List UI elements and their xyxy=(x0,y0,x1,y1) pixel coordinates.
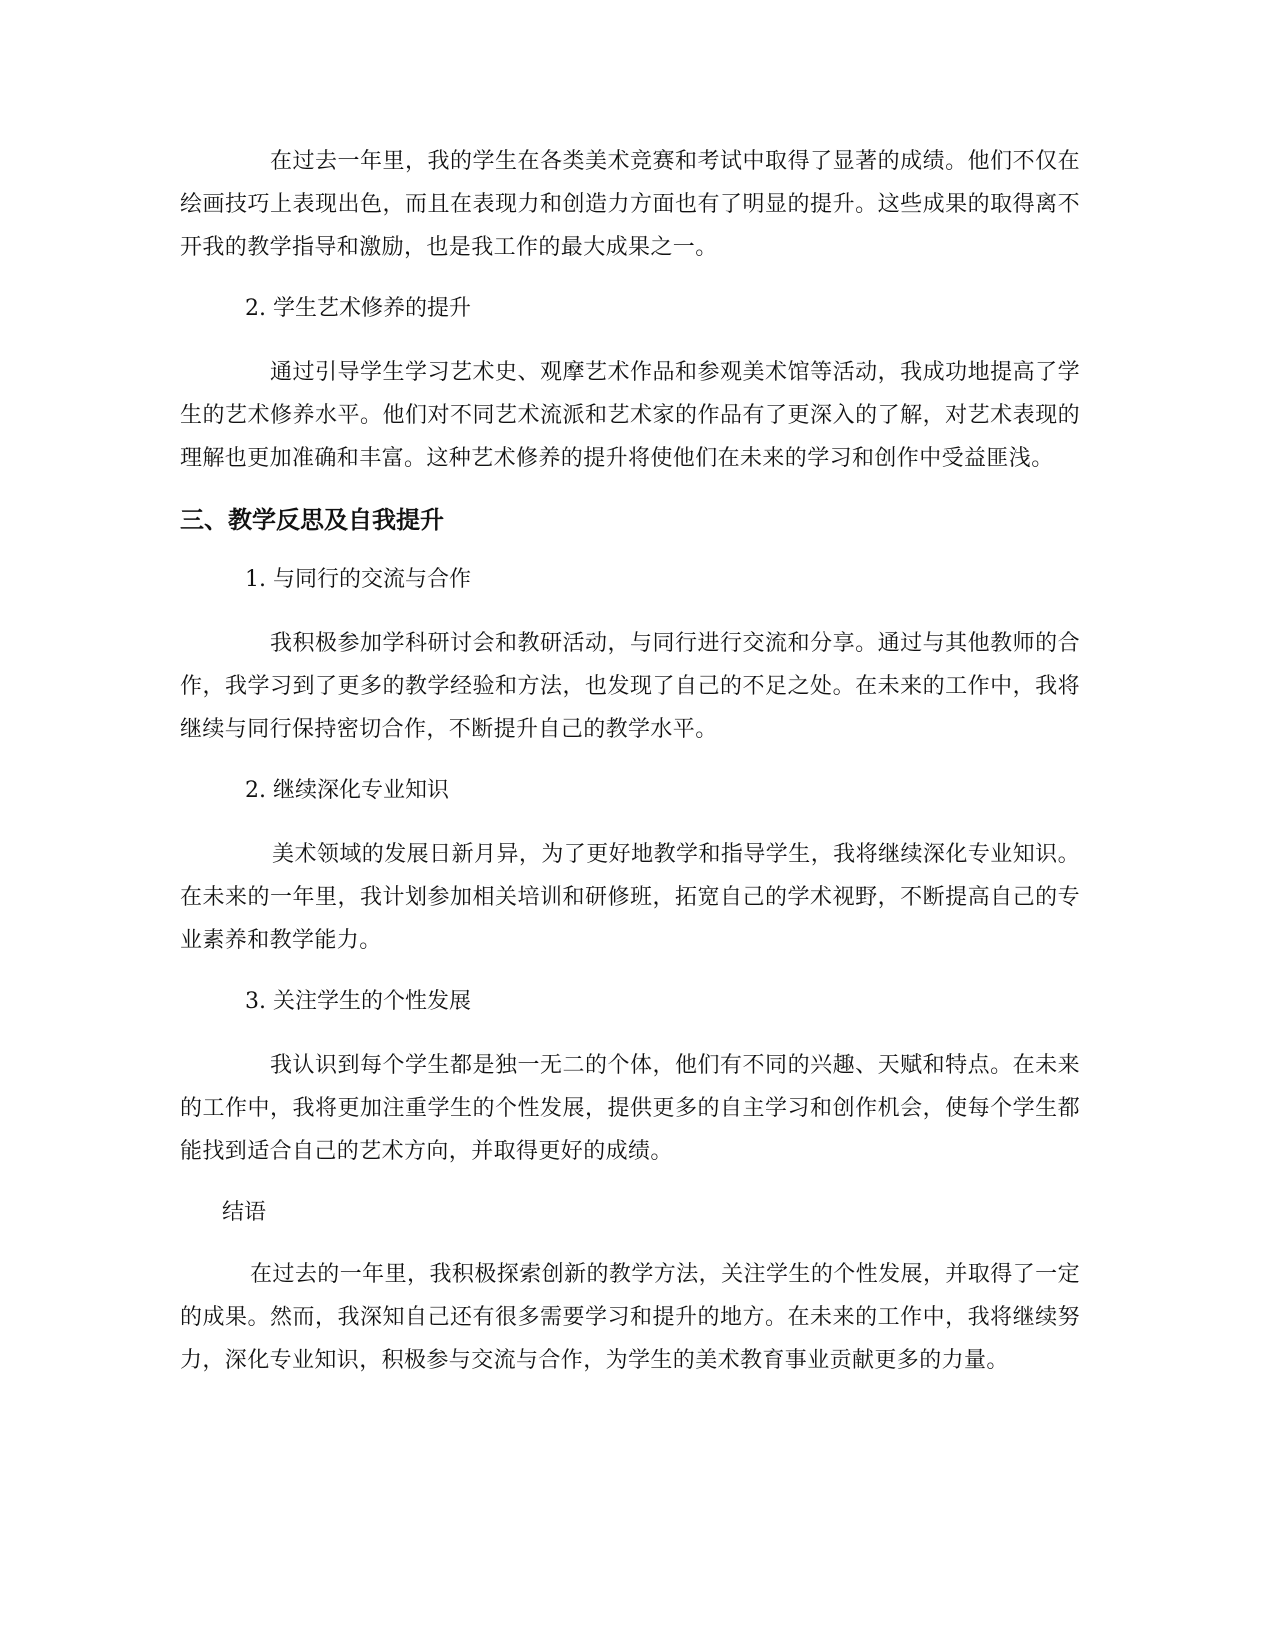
paragraph-conclusion: 在过去的一年里，我积极探索创新的教学方法，关注学生的个性发展，并取得了一定的成果。然而，我深知自己还有很多需要学习和提升的地方。在未来的工作中，我将继续努力，深化专业知识，积极参与交流与合作，为学生的美术教育事业贡献更多的力量。 xyxy=(180,1262,1080,1373)
list-item-professional-knowledge: 2. 继续深化专业知识 xyxy=(245,778,449,803)
document-page xyxy=(180,140,1080,1402)
section-heading-reflection: 三、教学反思及自我提升 xyxy=(180,506,444,534)
list-item-peer-exchange: 1. 与同行的交流与合作 xyxy=(245,567,471,592)
paragraph-peer-exchange: 我积极参加学科研讨会和教研活动，与同行进行交流和分享。通过与其他教师的合作，我学习到了更多的教学经验和方法，也发现了自己的不足之处。在未来的工作中，我将继续与同行保持密切合作，不断提升自己的教学水平。 xyxy=(180,631,1080,742)
list-item-individual-development: 3. 关注学生的个性发展 xyxy=(245,989,471,1014)
paragraph-student-achievements: 在过去一年里，我的学生在各类美术竞赛和考试中取得了显著的成绩。他们不仅在绘画技巧上表现出色，而且在表现力和创造力方面也有了明显的提升。这些成果的取得离不开我的教学指导和激励，也是我工作的最大成果之一。 xyxy=(180,149,1080,260)
paragraph-professional-knowledge: 美术领域的发展日新月异，为了更好地教学和指导学生，我将继续深化专业知识。在未来的一年里，我计划参加相关培训和研修班，拓宽自己的学术视野，不断提高自己的专业素养和教学能力。 xyxy=(180,842,1080,953)
list-item-art-literacy: 2. 学生艺术修养的提升 xyxy=(245,296,471,321)
paragraph-art-literacy: 通过引导学生学习艺术史、观摩艺术作品和参观美术馆等活动，我成功地提高了学生的艺术修养水平。他们对不同艺术流派和艺术家的作品有了更深入的了解，对艺术表现的理解也更加准确和丰富。这种艺术修养的提升将使他们在未来的学习和创作中受益匪浅。 xyxy=(180,360,1080,471)
paragraph-individual-development: 我认识到每个学生都是独一无二的个体，他们有不同的兴趣、天赋和特点。在未来的工作中，我将更加注重学生的个性发展，提供更多的自主学习和创作机会，使每个学生都能找到适合自己的艺术方向，并取得更好的成绩。 xyxy=(180,1053,1080,1164)
conclusion-label: 结语 xyxy=(222,1200,267,1225)
